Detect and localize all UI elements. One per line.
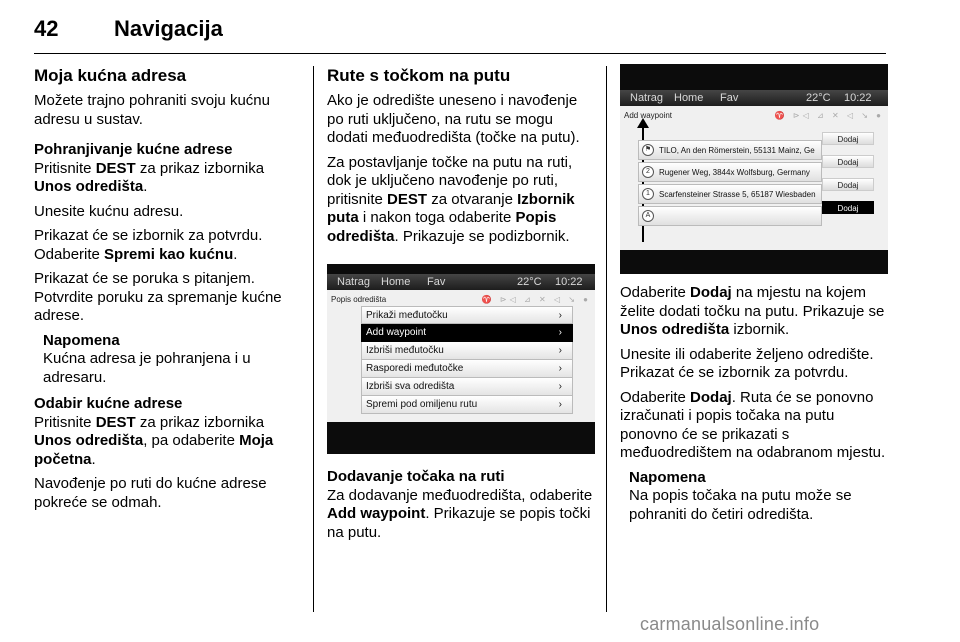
- add-button[interactable]: Dodaj: [822, 132, 874, 145]
- waypoint-marker-icon: 1: [642, 188, 654, 200]
- column-divider: [606, 66, 607, 612]
- screen-topbar: [620, 90, 888, 106]
- waypoint-routes-title: Rute s točkom na putu: [327, 66, 511, 85]
- waypoint-address: TILO, An den Römerstein, 55131 Mainz, Ge: [659, 146, 815, 155]
- menu-item[interactable]: [361, 324, 573, 342]
- note-title: Napomena: [629, 468, 706, 486]
- waypoint-address: Rugener Weg, 3844x Wolfsburg, Germany: [659, 168, 810, 177]
- waypoint-marker-icon: 2: [642, 166, 654, 178]
- fav-button[interactable]: Fav: [427, 276, 446, 288]
- status-icons: ♈ ⊳◁ ⊿ ✕ ◁ ↘ ●: [481, 295, 591, 304]
- screen-pane: [327, 290, 595, 422]
- paragraph: Pritisnite DEST za prikaz izbornika Unos odredišta, pa odaberite Moja početna.: [34, 413, 274, 468]
- waypoint-address: Scarfensteiner Strasse 5, 65187 Wiesbaden: [659, 190, 816, 199]
- menu-item[interactable]: [361, 306, 573, 324]
- menu-item[interactable]: [361, 378, 573, 396]
- clock: 10:22: [555, 276, 583, 288]
- paragraph: Prikazat će se poruka s pitanjem. Potvrdite poruku za spremanje kućne adrese.: [34, 270, 282, 324]
- home-button[interactable]: Home: [674, 92, 704, 104]
- paragraph: Navođenje po ruti do kućne adrese pokreće se odmah.: [34, 475, 267, 511]
- select-home-heading: Odabir kućne adrese: [34, 395, 183, 412]
- waypoint-row[interactable]: [638, 140, 822, 160]
- section-title: Navigacija: [114, 16, 223, 41]
- chevron-right-icon: ›: [558, 381, 562, 392]
- menu-item-label: Add waypoint: [366, 327, 427, 338]
- paragraph: Za dodavanje međuodredišta, odaberite Add waypoint. Prikazuje se popis točki na putu.: [327, 486, 593, 541]
- pane-title: Popis odredišta: [331, 295, 387, 304]
- clock: 10:22: [844, 92, 872, 104]
- chevron-right-icon: ›: [558, 399, 562, 410]
- column-3: [620, 66, 888, 532]
- menu-item-label: Prikaži međutočku: [366, 310, 448, 321]
- destination-menu: [361, 306, 573, 414]
- add-button[interactable]: Dodaj: [822, 155, 874, 168]
- home-address-intro: Možete trajno pohraniti svoju kućnu adresu u sustav.: [34, 92, 270, 128]
- note-title: Napomena: [43, 331, 120, 349]
- menu-item[interactable]: [361, 342, 573, 360]
- add-waypoint-screen: [620, 64, 888, 274]
- waypoint-marker-icon: A: [642, 210, 654, 222]
- destination-list-screen: [327, 264, 595, 454]
- temperature: 22°C: [517, 276, 542, 288]
- waypoint-row[interactable]: [638, 206, 822, 226]
- waypoint-row[interactable]: [638, 162, 822, 182]
- paragraph: Unesite kućnu adresu.: [34, 202, 184, 220]
- column-1: [34, 66, 302, 518]
- paragraph: Prikazat će se izbornik za potvrdu. Odaberite Spremi kao kućnu.: [34, 227, 263, 263]
- paragraph: Pritisnite DEST za prikaz izbornika Unos odredišta.: [34, 159, 265, 195]
- back-button[interactable]: Natrag: [337, 276, 371, 288]
- home-address-title: Moja kućna adresa: [34, 66, 187, 85]
- temperature: 22°C: [806, 92, 831, 104]
- paragraph: Odaberite Dodaj. Ruta će se ponovno izračunati i popis točaka na putu ponovno će se prikazati s međuodredištem na odabranom mjestu.: [620, 388, 886, 461]
- status-icons: ♈ ⊳◁ ⊿ ✕ ◁ ↘ ●: [774, 111, 884, 120]
- fav-button[interactable]: Fav: [720, 92, 739, 104]
- add-button[interactable]: Dodaj: [822, 201, 874, 214]
- page-number: 42: [34, 16, 59, 41]
- column-2: [327, 66, 595, 548]
- menu-item-label: Spremi pod omiljenu rutu: [366, 399, 478, 410]
- column-divider: [313, 66, 314, 612]
- note: [34, 332, 302, 388]
- menu-item-label: Izbriši međutočku: [366, 345, 444, 356]
- waypoint-row[interactable]: [638, 184, 822, 204]
- screen-pane: [620, 106, 888, 250]
- home-button[interactable]: Home: [381, 276, 411, 288]
- menu-item-label: Rasporedi međutočke: [366, 363, 464, 374]
- chevron-right-icon: ›: [558, 363, 562, 374]
- chevron-right-icon: ›: [558, 345, 562, 356]
- add-waypoint-heading: Dodavanje točaka na ruti: [327, 468, 505, 485]
- menu-item[interactable]: [361, 360, 573, 378]
- page-header: [34, 12, 886, 54]
- menu-item[interactable]: [361, 396, 573, 414]
- screen-topbar: [327, 274, 595, 290]
- back-button[interactable]: Natrag: [630, 92, 664, 104]
- menu-item-label: Izbriši sva odredišta: [366, 381, 455, 392]
- chevron-right-icon: ›: [558, 310, 562, 321]
- note-text: Kućna adresa je pohranjena i u adresaru.: [43, 350, 251, 386]
- paragraph: Unesite ili odaberite željeno odredište. Prikazat će se izbornik za potvrdu.: [620, 345, 874, 381]
- note: [620, 469, 888, 525]
- add-button[interactable]: Dodaj: [822, 178, 874, 191]
- paragraph: Odaberite Dodaj na mjestu na kojem želite dodati točku na putu. Prikazuje se Unos odredišta izbornik.: [620, 284, 885, 338]
- paragraph: Za postavljanje točke na putu na ruti, dok je uključeno navođenje po ruti, pritisnite DEST za otvaranje Izbornik puta i nakon toga odaberite Popis odredišta. Prikazuje se podizbornik.: [327, 153, 575, 245]
- save-home-heading: Pohranjivanje kućne adrese: [34, 141, 233, 158]
- watermark: carmanualsonline.info: [640, 614, 820, 634]
- waypoint-marker-icon: ⚑: [642, 144, 654, 156]
- pane-title: Add waypoint: [624, 111, 673, 120]
- chevron-right-icon: ›: [558, 327, 562, 338]
- note-text: Na popis točaka na putu može se pohraniti do četiri odredišta.: [629, 487, 852, 523]
- paragraph: Ako je odredište uneseno i navođenje po ruti uključeno, na rutu se mogu dodati međuodredišta (točke na putu).: [327, 92, 580, 146]
